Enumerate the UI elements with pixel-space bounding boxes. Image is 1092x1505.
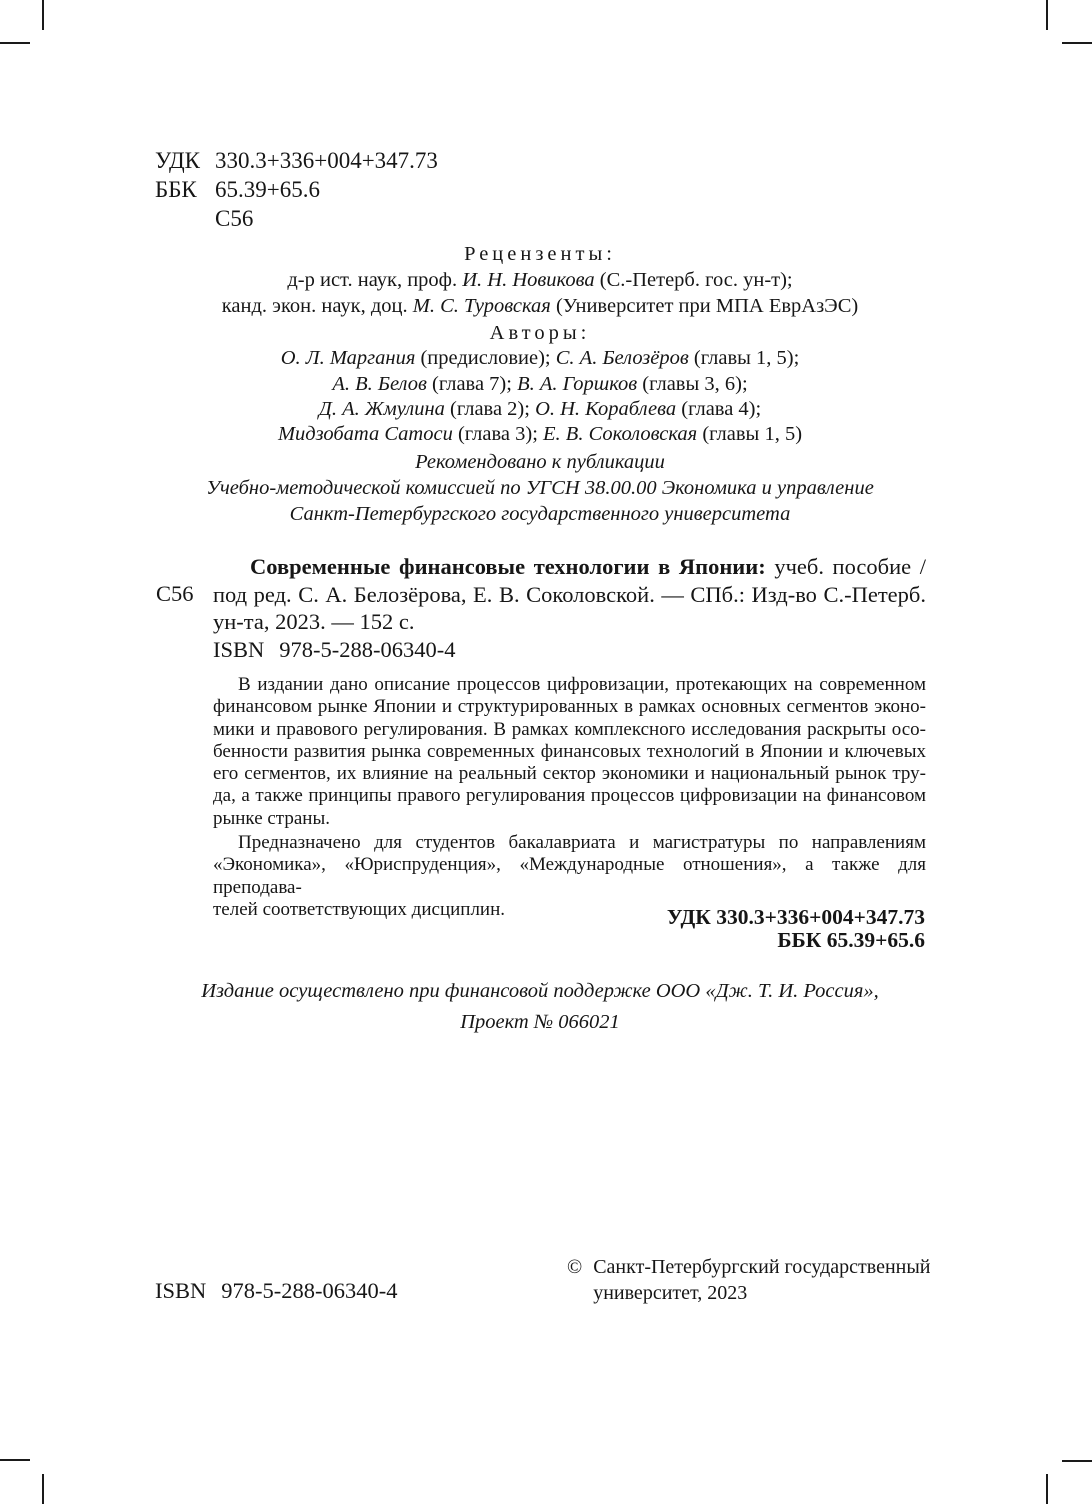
udk-value: 330.3+336+004+347.73 [215,148,438,173]
crop-mark-top-left-h [0,42,30,44]
author-name: Д. А. Жмулина [318,397,445,420]
classification-codes [155,146,438,233]
reviewer-degree: д-р ист. наук, проф. [287,269,463,291]
bbk-row [155,175,438,204]
author-name: О. Л. Маргания [280,347,416,370]
bbk-bottom: ББК 65.39+65.6 [777,928,925,952]
annotation-line: да, а также принципы правого регулирования процессов цифровизации на финансовом [213,785,926,807]
author-sign-code: С56 [215,206,254,231]
reviewer-degree: канд. экон. наук, доц. [221,295,413,317]
isbn-value: 978-5-288-06340-4 [221,1278,398,1303]
footer-isbn [155,1278,398,1304]
udk-bottom: УДК 330.3+336+004+347.73 [666,905,925,929]
author-line [155,372,925,397]
author-chapters: (глава 7); [426,372,518,395]
reviewer-name: И. Н. Новикова [462,269,595,291]
recommendation-block [155,449,925,527]
author-chapters: (предисловие); [415,347,556,370]
author-name: О. Н. Кораблева [535,397,677,420]
annotation-line: Предназначено для студентов бакалавриата и магистратуры по направлениям [238,832,926,854]
bbk-label: ББК [155,177,197,202]
isbn-value: 978-5-288-06340-4 [279,636,456,662]
reviewer-line [155,293,925,319]
authors-block [155,321,925,447]
bottom-codes-block [155,906,925,952]
author-chapters: (главы 1, 5); [688,347,800,370]
funding-project-number: Проект № 066021 [460,1011,620,1033]
catalog-entry [213,553,926,663]
author-name: А. В. Белов [332,372,427,395]
author-chapters: (главы 1, 5) [697,423,803,446]
annotation-line: В издании дано описание процессов цифровизации, протекающих на современном [238,674,926,695]
bbk-value: 65.39+65.6 [215,177,320,202]
book-subtitle: учеб. пособие / [765,554,926,579]
copyright-year: университет, 2023 [593,1281,748,1304]
annotation-line: его сегментов, их влияние на реальный сектор экономики и национальный рынок тру- [213,763,926,785]
annotation-line: «Экономика», «Юриспруденция», «Международные отношения», а также для преподава- [213,854,926,898]
crop-mark-bottom-right-v [1046,1474,1048,1504]
reviewer-line [155,267,925,293]
isbn-label: ISBN [155,1278,207,1303]
funding-line: Издание осуществлено при финансовой поддержке ООО «Дж. Т. И. Россия», [201,980,879,1002]
annotation-line: финансовом рынке Японии и структурированных в рамках основных сегментов эконо- [213,696,926,718]
catalog-imprint-line: ун-та, 2023. — 152 с. [213,609,415,634]
author-chapters: (глава 2); [444,397,536,420]
author-line [155,422,925,447]
author-line [155,397,925,422]
reviewer-affiliation: (Университет при МПА ЕврАзЭС) [550,295,859,317]
author-name: Мидзобата Сатоси [277,423,453,446]
reviewers-block [155,241,925,319]
author-line [155,346,925,371]
annotation-line: мики и правового регулирования. В рамках комплексного исследования раскрыты осо- [213,718,926,740]
author-name: С. А. Белозёров [555,347,689,370]
recommendation-line: Учебно-методической комиссией по УГСН 38.00.00 Экономика и управление [206,477,874,499]
copyright-notice [567,1255,931,1306]
annotation-line: телей соответствующих дисциплин. [213,898,506,920]
crop-mark-bottom-left-v [42,1474,44,1504]
reviewer-name: М. С. Туровская [412,295,551,317]
reviewers-heading: Рецензенты: [464,243,616,265]
reviewer-affiliation: (С.-Петерб. гос. ун-т); [594,269,793,291]
copyright-holder: Санкт-Петербургский государственный [593,1256,931,1278]
authors-heading: Авторы: [489,322,591,344]
book-title: Современные финансовые технологии в Японии: [250,554,766,579]
author-chapters: (глава 3); [452,423,544,446]
udk-label: УДК [155,148,200,173]
crop-mark-top-right-v [1046,0,1048,30]
annotation-line: рынке страны. [213,807,330,829]
catalog-isbn-line [213,636,926,664]
recommendation-line: Санкт-Петербургского государственного университета [289,503,791,525]
isbn-label: ISBN [213,636,265,662]
catalog-editors-line: под ред. С. А. Белозёрова, Е. В. Соколовской. — СПб.: Изд-во С.-Петерб. [213,581,926,607]
crop-mark-bottom-left-h [0,1459,30,1461]
author-chapters: (глава 4); [676,397,762,420]
author-name: Е. В. Соколовская [543,423,698,446]
crop-mark-top-right-h [1062,42,1092,44]
author-chapters: (главы 3, 6); [637,372,748,395]
annotation-line: бенности развития рынка современных финансовых технологий в Японии и ключевых [213,740,926,762]
copyright-text [593,1255,930,1306]
crop-mark-bottom-right-h [1062,1460,1092,1462]
catalog-author-sign: С56 [156,581,194,606]
catalog-title-line [213,553,926,581]
crop-mark-top-left-v [42,0,44,30]
author-name: В. А. Горшков [517,372,638,395]
funding-note [155,976,925,1038]
author-sign-row [155,204,438,233]
udk-row [155,146,438,175]
annotation-block [213,674,926,921]
recommendation-line: Рекомендовано к публикации [415,451,665,473]
copyright-symbol: © [567,1256,583,1278]
